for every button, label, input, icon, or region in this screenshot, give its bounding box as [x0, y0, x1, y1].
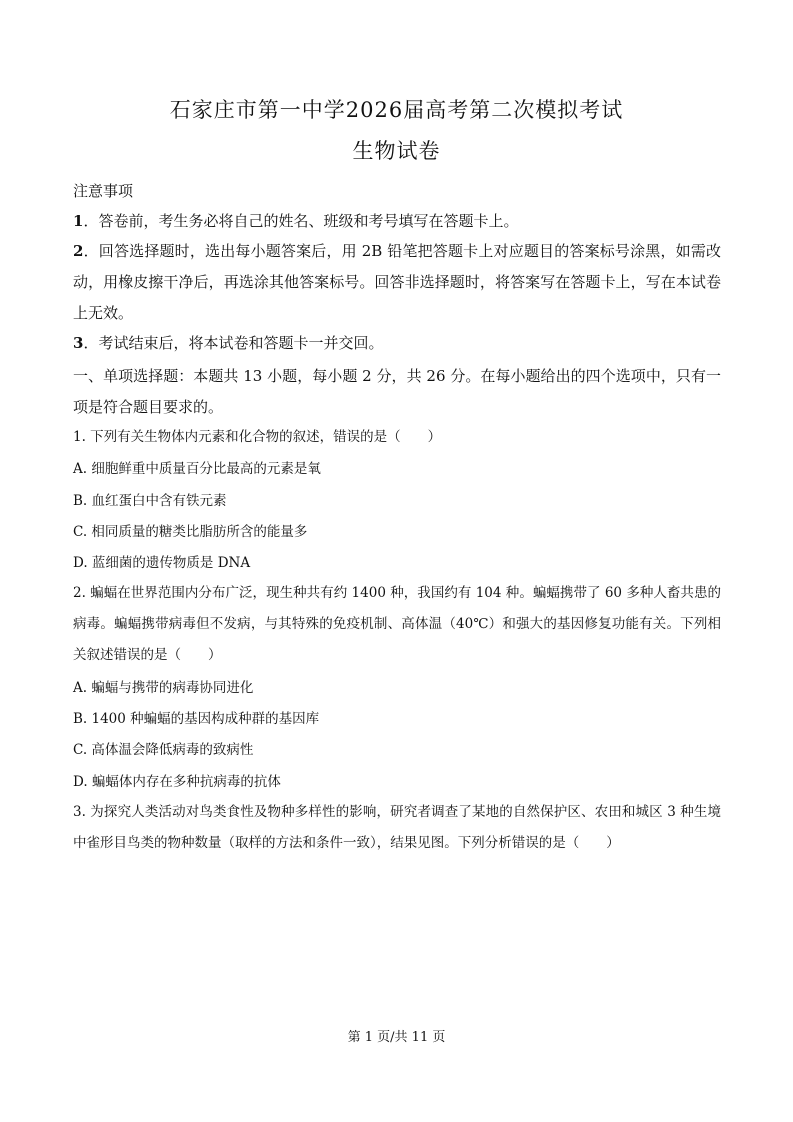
note-text: ．回答选择题时，选出每小题答案后，用 2B 铅笔把答题卡上对应题目的答案标号涂黑，如需改动，用橡皮擦干净后，再选涂其他答案标号。回答非选择题时，将答案写在答题卡上，写在本试卷上无效。 [73, 242, 721, 322]
section-heading: 一、单项选择题：本题共 13 小题，每小题 2 分，共 26 分。在每小题给出的四个选项中，只有一项是符合题目要求的。 [73, 367, 721, 416]
notes-heading: 注意事项 [73, 182, 134, 200]
page-footer: 第 1 页/共 11 页 [347, 1030, 446, 1045]
question-2-option-d: D. 蝙蝠体内存在多种抗病毒的抗体 [73, 774, 281, 790]
note-item-2 [73, 236, 721, 329]
note-number: 2 [73, 242, 84, 260]
question-3-stem: 3. 为探究人类活动对鸟类食性及物种多样性的影响，研究者调查了某地的自然保护区、农田和城区 3 种生境中雀形目鸟类的物种数量（取样的方法和条件一致），结果见图。下列分析错误的是（ ） [73, 804, 721, 851]
note-text: ．考试结束后，将本试卷和答题卡一并交回。 [83, 334, 384, 352]
note-number: 1 [73, 212, 84, 230]
exam-subject: 生物试卷 [352, 139, 441, 163]
question-1-option-d: D. 蓝细菌的遗传物质是 DNA [73, 555, 251, 571]
note-item-3 [73, 328, 721, 359]
note-text: ．答卷前，考生务必将自己的姓名、班级和考号填写在答题卡上。 [83, 212, 519, 230]
question-1-option-c: C. 相同质量的糖类比脂肪所含的能量多 [73, 524, 308, 540]
question-2-option-a: A. 蝙蝠与携带的病毒协同进化 [73, 680, 254, 696]
question-2-option-b: B. 1400 种蝙蝠的基因构成种群的基因库 [73, 711, 320, 727]
question-1-option-a: A. 细胞鲜重中质量百分比最高的元素是氧 [73, 461, 321, 477]
question-1-stem: 1. 下列有关生物体内元素和化合物的叙述，错误的是（ ） [73, 429, 442, 445]
question-2-option-c: C. 高体温会降低病毒的致病性 [73, 742, 254, 758]
question-2-stem: 2. 蝙蝠在世界范围内分布广泛，现生种共有约 1400 种，我国约有 104 种。蝙蝠携带了 60 多种人畜共患的病毒。蝙蝠携带病毒但不发病，与其特殊的免疫机制、高体温（40℃）和强大的基因修复功能有关。下列相关叙述错误的是（ ） [73, 585, 721, 663]
exam-title: 石家庄市第一中学2026届高考第二次模拟考试 [169, 98, 624, 122]
question-1-option-b: B. 血红蛋白中含有铁元素 [73, 493, 227, 509]
note-item-1 [73, 206, 721, 237]
note-number: 3 [73, 334, 84, 352]
